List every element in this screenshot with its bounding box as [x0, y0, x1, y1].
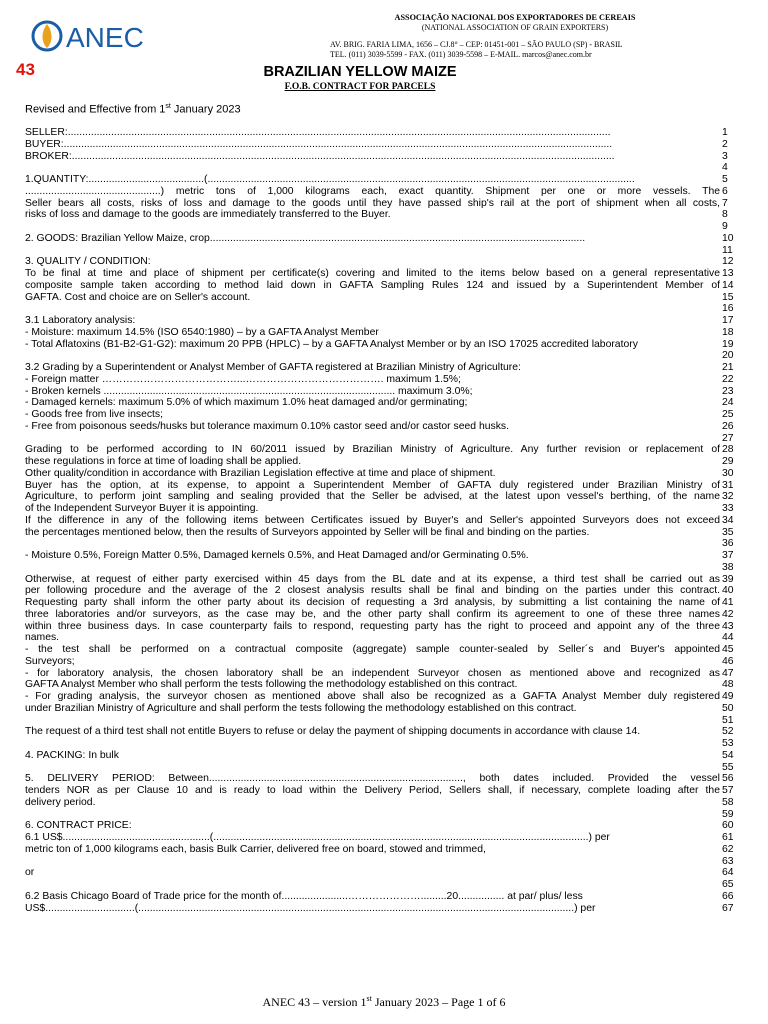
contract-line	[25, 303, 720, 315]
contract-line	[25, 715, 720, 727]
contract-line: - Goods free from live insects;	[25, 409, 164, 420]
contract-line	[25, 350, 720, 362]
line-number: 26	[722, 420, 734, 432]
line-number: 8	[722, 209, 728, 221]
line-number: 19	[722, 338, 734, 350]
contract-line: - the test shall be performed on a contractual composite (aggregate) sample counter-sealed by Seller´s and Buyer's appointed	[25, 644, 720, 655]
line-number: 13	[722, 268, 734, 279]
line-number: 43	[722, 620, 734, 632]
document-subtitle: F.O.B. CONTRACT FOR PARCELS	[284, 82, 436, 92]
contract-line: within three business days. In case counterparty fails to respond, requesting party has the right to proceed and appoint any of the three	[25, 620, 720, 632]
contract-line: 3. QUALITY / CONDITION:	[25, 256, 151, 268]
line-number: 55	[722, 761, 734, 773]
contract-line: GAFTA. Cost and choice are on Seller's account.	[25, 291, 251, 303]
line-number: 12	[722, 256, 734, 268]
line-number: 28	[722, 444, 734, 456]
contract-body	[25, 127, 720, 914]
contract-line	[25, 538, 720, 550]
line-number: 64	[722, 867, 734, 879]
line-number: 31	[722, 479, 734, 491]
line-number: 51	[722, 714, 734, 726]
contract-line: or	[25, 867, 35, 879]
contract-line: BUYER:..............................................................................................................................................................................................	[25, 138, 613, 150]
anec-logo	[30, 16, 165, 56]
line-number: 48	[722, 679, 734, 691]
association-name: ASSOCIAÇÃO NACIONAL DOS EXPORTADORES DE CEREAIS	[394, 13, 636, 22]
contract-line: - Moisture: maximum 14.5% (ISO 6540:1980) – by a GAFTA Analyst Member	[25, 326, 379, 338]
line-number: 59	[722, 808, 734, 820]
line-number: 53	[722, 738, 734, 749]
line-numbers	[722, 127, 746, 914]
logo-text: ANEC	[66, 22, 144, 53]
line-number: 11	[722, 244, 733, 256]
revision-date: Revised and Effective from 1st January 2023	[25, 103, 241, 116]
line-number: 9	[722, 221, 728, 232]
line-number: 50	[722, 702, 734, 714]
line-number: 27	[722, 432, 734, 444]
contract-line: under Brazilian Ministry of Agriculture and shall perform the tests following the methodology established on this contract.	[25, 702, 577, 714]
line-number: 10	[722, 232, 734, 244]
contract-line: the percentages mentioned below, then the results of Surveyors appointed by Seller will be final and binding on the parties.	[25, 526, 590, 538]
contract-line: US$...............................(.......................................................................................................................................................) per	[25, 902, 596, 914]
contract-line: - for laboratory analysis, the chosen laboratory shall be an independent Surveyor chosen as mentioned above and recognized as	[25, 667, 720, 679]
contract-line: per following procedure and the average of the 2 closest analysis results shall be final and binding on the parties under this contract.	[25, 585, 720, 597]
line-number: 20	[722, 350, 734, 362]
contract-line: - Foreign matter …………………………………...…………………………………. maximum 1.5%;	[25, 373, 461, 385]
contract-line: composite sample taken according to method laid down in GAFTA Sampling Rules 124 and issued by a Superintendent Member of	[25, 279, 720, 291]
line-number: 4	[722, 162, 728, 174]
page-footer: ANEC 43 – version 1st January 2023 – Page 1 of 6	[262, 994, 506, 1009]
line-number: 41	[722, 597, 734, 608]
contract-line: metric ton of 1,000 kilograms each, basis Bulk Carrier, delivered free on board, stowed and trimmed,	[25, 843, 486, 855]
line-number: 35	[722, 526, 734, 538]
contract-line: 3.2 Grading by a Superintendent or Analyst Member of GAFTA registered at Brazilian Ministry of Agriculture:	[25, 362, 521, 373]
contract-line: 6.2 Basis Chicago Board of Trade price for the month of.......................………………….........20................ at par/ plus/ less	[25, 890, 583, 902]
contract-line: BROKER:............................................................................................................................................................................................	[25, 150, 615, 162]
line-number: 62	[722, 843, 734, 855]
contract-line	[25, 562, 720, 574]
line-number: 21	[722, 362, 734, 373]
contract-line	[25, 762, 720, 774]
line-number: 58	[722, 796, 734, 808]
line-number: 6	[722, 185, 728, 197]
line-number: 16	[722, 303, 734, 315]
contract-line	[25, 245, 720, 257]
line-number: 37	[722, 550, 734, 561]
association-name-en: (NATIONAL ASSOCIATION OF GRAIN EXPORTERS)	[421, 23, 609, 32]
line-number: 47	[722, 667, 734, 679]
contract-line: Other quality/condition in accordance with Brazilian Legislation effective at time and place of shipment.	[25, 467, 496, 479]
contract-line: Seller bears all costs, risks of loss and damage to the goods until they have passed ship's rail at the port of shipment when all costs,	[25, 197, 720, 209]
association-header	[330, 13, 700, 59]
association-contact: TEL. (011) 3039-5599 - FAX. (011) 3039-5598 – E-MAIL. marcos@anec.com.br	[330, 50, 592, 59]
contract-line: Otherwise, at request of either party exercised within 45 days from the BL date and at its expense, a third test shall be carried out as	[25, 573, 720, 585]
contract-line: - Broken kernels ..................................................................................................... maximum 3.0%;	[25, 385, 473, 397]
line-number: 23	[722, 385, 734, 397]
contract-line: delivery period.	[25, 796, 96, 808]
contract-line: 6.1 US$...................................................(..................................................................................................................................) per	[25, 832, 610, 843]
contract-line: SELLER:............................................................................................................................................................................................	[25, 127, 611, 138]
document-title: BRAZILIAN YELLOW MAIZE	[263, 64, 457, 80]
contract-line	[25, 856, 720, 868]
contract-line: If the difference in any of the following items between Certificates issued by Buyer's and Seller's appointed Surveyors does not exceed	[25, 514, 720, 526]
line-number: 46	[722, 655, 734, 667]
contract-line	[25, 162, 720, 174]
line-number: 54	[722, 749, 734, 761]
line-number: 63	[722, 855, 734, 867]
contract-line	[25, 879, 720, 891]
contract-line: ...............................................) metric tons of 1,000 kilograms each, exact quantity. Shipment per one or more vessels. The	[25, 185, 720, 197]
contract-line: 6. CONTRACT PRICE:	[25, 820, 132, 832]
contract-line: - Free from poisonous seeds/husks but tolerance maximum 0.10% castor seed and/or castor seed husks.	[25, 420, 509, 432]
contract-line	[25, 809, 720, 821]
contract-line: GAFTA Analyst Member who shall perform the tests following the methodology established on this contract.	[25, 679, 518, 691]
line-number: 25	[722, 409, 734, 420]
contract-line: of the Independent Surveyor Buyer it is appointing.	[25, 503, 259, 514]
line-number: 39	[722, 573, 734, 585]
line-number: 32	[722, 491, 734, 503]
contract-line: Grading to be performed according to IN 60/2011 issued by Brazilian Ministry of Agriculture. Any further revision or replacement of	[25, 444, 720, 456]
line-number: 57	[722, 785, 734, 796]
contract-line: 4. PACKING: In bulk	[25, 749, 119, 761]
line-number: 52	[722, 726, 734, 738]
contract-line: - Moisture 0.5%, Foreign Matter 0.5%, Damaged kernels 0.5%, and Heat Damaged and/or Germinating 0.5%.	[25, 550, 529, 561]
document-number: 43	[16, 60, 35, 79]
line-number: 15	[722, 291, 734, 303]
line-number: 1	[722, 127, 728, 138]
association-address: AV. BRIG. FARIA LIMA, 1656 – CJ.8° – CEP: 01451-001 – SÃO PAULO (SP) - BRASIL	[330, 40, 623, 49]
line-number: 24	[722, 397, 734, 409]
contract-line	[25, 738, 720, 750]
contract-line: Buyer has the option, at its expense, to appoint a Superintendent Member of GAFTA duly registered under Brazilian Ministry of	[25, 479, 720, 491]
line-number: 56	[722, 773, 734, 785]
contract-line: 5. DELIVERY PERIOD: Between........................................................................................, both dates included. Provided the vessel	[25, 773, 720, 785]
line-number: 44	[722, 632, 734, 644]
contract-line: three laboratories and/or surveyors, as the case may be, and the other party shall confirm its agreement to one of these three names	[25, 608, 720, 620]
line-number: 17	[722, 315, 734, 326]
contract-line: names.	[25, 632, 60, 644]
line-number: 42	[722, 608, 734, 620]
contract-line	[25, 433, 720, 445]
contract-line: risks of loss and damage to the goods are immediately transferred to the Buyer.	[25, 209, 391, 221]
line-number: 30	[722, 467, 734, 479]
contract-line: 1.QUANTITY:........................................(....................................................................................................................................................	[25, 174, 635, 185]
line-number: 61	[722, 832, 734, 843]
line-number: 7	[722, 197, 728, 209]
line-number: 2	[722, 138, 728, 150]
contract-line: Surveyors;	[25, 655, 75, 667]
contract-line: - For grading analysis, the surveyor chosen as mentioned above shall also be recognized as a GAFTA Analyst Member duly registered	[25, 691, 720, 702]
contract-line: The request of a third test shall not entitle Buyers to refuse or delay the payment of shipping documents in accordance with clause 14.	[25, 726, 641, 738]
line-number: 65	[722, 879, 734, 890]
line-number: 66	[722, 890, 734, 902]
line-number: 45	[722, 644, 734, 655]
line-number: 18	[722, 326, 734, 338]
logo-grain-icon	[43, 24, 52, 48]
line-number: 49	[722, 691, 734, 702]
contract-line: To be final at time and place of shipment per certificate(s) covering and limited to the items below based on a general representative	[25, 268, 720, 279]
contract-line: these regulations in force at time of loading shall be applied.	[25, 456, 302, 467]
line-number: 33	[722, 503, 734, 514]
contract-line	[25, 221, 720, 233]
line-number: 5	[722, 174, 728, 185]
contract-line: Agriculture, to perform joint sampling and sealing provided that the Seller be advised, at the latest upon vessel's berthing, of the name	[25, 491, 720, 503]
line-number: 3	[722, 150, 728, 162]
line-number: 36	[722, 538, 734, 550]
line-number: 29	[722, 456, 734, 467]
line-number: 34	[722, 514, 734, 526]
line-number: 14	[722, 279, 734, 291]
line-number: 22	[722, 373, 734, 385]
contract-line: - Damaged kernels: maximum 5.0% of which maximum 1.0% heat damaged and/or germinating;	[25, 397, 468, 409]
line-number: 67	[722, 902, 734, 914]
line-number: 60	[722, 820, 734, 832]
contract-line: - Total Aflatoxins (B1-B2-G1-G2): maximum 20 PPB (HPLC) – by a GAFTA Analyst Member or by an ISO 17025 accredited laboratory	[25, 338, 638, 350]
contract-line: Requesting party shall inform the other party about its decision of requesting a 3rd analysis, by submitting a list containing the name of	[25, 597, 720, 608]
line-number: 40	[722, 585, 734, 597]
contract-line: 3.1 Laboratory analysis:	[25, 315, 136, 326]
contract-line: 2. GOODS: Brazilian Yellow Maize, crop..................................................................................................................................	[25, 232, 586, 244]
contract-line: tenders NOR as per Clause 10 and is ready to load within the Delivery Period, Sellers shall, if necessary, complete loading after the	[25, 785, 720, 796]
line-number: 38	[722, 561, 734, 573]
